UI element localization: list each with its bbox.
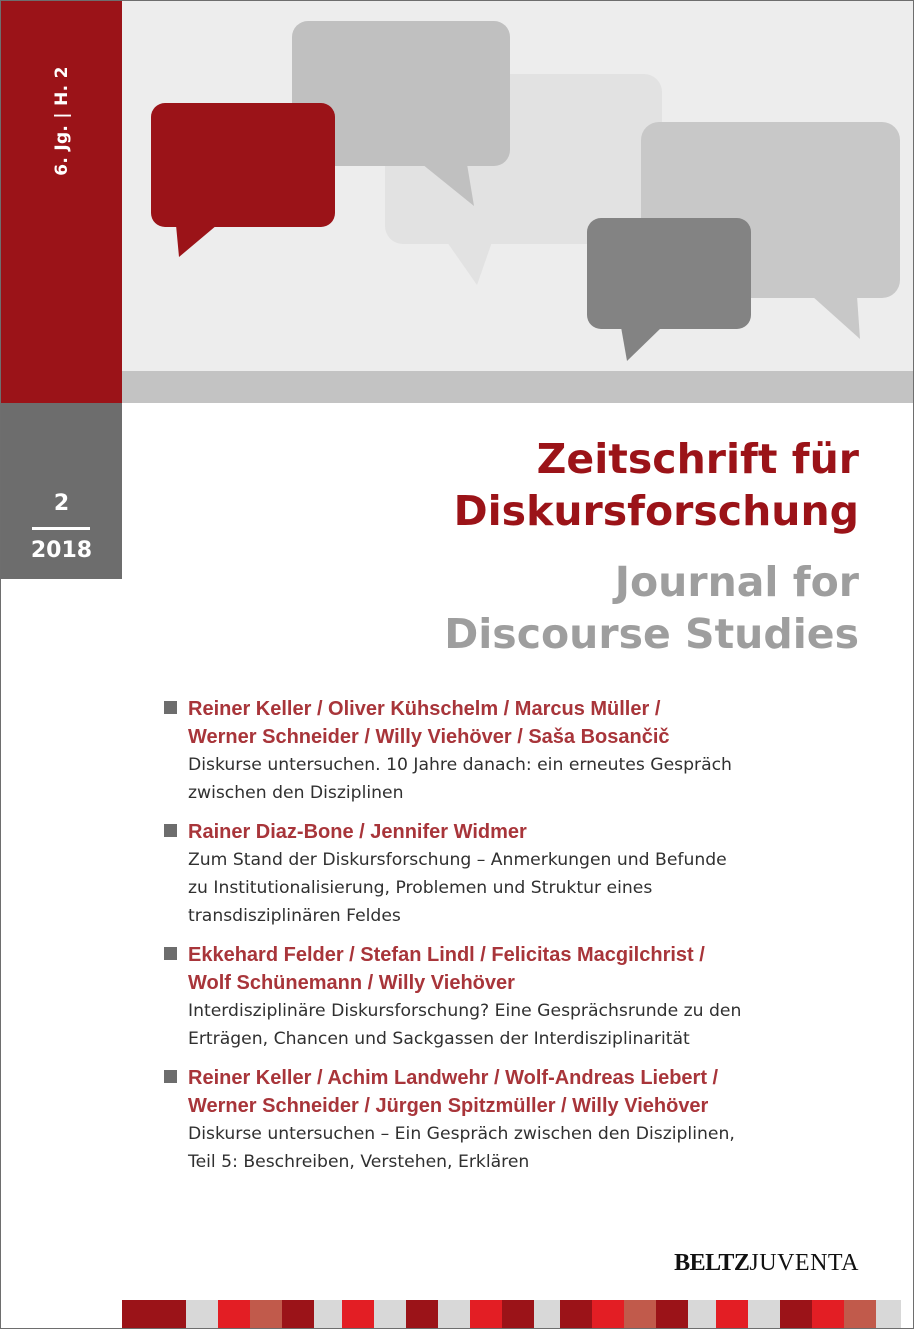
entry-title (188, 1120, 884, 1176)
bottom-color-pattern (122, 1300, 913, 1328)
title-de-line-2: Diskursforschung (453, 487, 859, 535)
publisher-logo (674, 1250, 859, 1277)
entry-title (188, 751, 884, 807)
entry-authors (188, 941, 884, 997)
title-line: Diskurse untersuchen. 10 Jahre danach: ein erneutes Gespräch (188, 755, 732, 775)
square-bullet-icon (164, 947, 177, 960)
square-bullet-icon (164, 824, 177, 837)
entry-title (188, 997, 884, 1053)
spine-red-strip (1, 1, 122, 403)
journal-title-english (444, 556, 859, 660)
title-line: Teil 5: Beschreiben, Verstehen, Erklären (188, 1152, 530, 1172)
speech-bubble-dark-icon (587, 218, 751, 361)
square-bullet-icon (164, 1070, 177, 1083)
title-line: Zum Stand der Diskursforschung – Anmerkungen und Befunde (188, 850, 727, 870)
title-line: transdisziplinären Feldes (188, 906, 401, 926)
issue-box (1, 403, 122, 579)
contents-entry (164, 818, 884, 930)
title-en-line-2: Discourse Studies (444, 610, 859, 658)
author-line: Werner Schneider / Jürgen Spitzmüller / Willy Viehöver (188, 1095, 709, 1117)
volume-issue-text: 6. Jg. | H. 2 (52, 66, 72, 176)
journal-title-german (454, 433, 859, 537)
issue-number: 2 (53, 491, 70, 516)
contents-entry (164, 1064, 884, 1176)
entry-authors (188, 1064, 884, 1120)
publisher-name-part1: BELTZ (674, 1250, 750, 1276)
contents-entry (164, 941, 884, 1053)
publisher-name-part2: JUVENTA (749, 1250, 859, 1276)
speech-bubble-red-icon (151, 103, 335, 257)
entry-authors (188, 818, 884, 846)
entry-authors (188, 695, 884, 751)
author-line: Reiner Keller / Oliver Kühschelm / Marcus Müller / (188, 698, 661, 720)
author-line: Werner Schneider / Willy Viehöver / Saša Bosančič (188, 726, 670, 748)
issue-year: 2018 (30, 538, 93, 563)
contents-entry (164, 695, 884, 807)
title-line: zu Institutionalisierung, Problemen und Struktur eines (188, 878, 653, 898)
author-line: Wolf Schünemann / Willy Viehöver (188, 972, 515, 994)
speech-bubbles-icon (122, 1, 913, 371)
title-line: Interdisziplinäre Diskursforschung? Eine Gesprächsrunde zu den (188, 1001, 742, 1021)
title-line: Diskurse untersuchen – Ein Gespräch zwischen den Disziplinen, (188, 1124, 735, 1144)
table-of-contents (164, 695, 884, 1187)
header-grey-band (122, 371, 913, 403)
entry-title (188, 846, 884, 930)
title-line: Erträgen, Chancen und Sackgassen der Interdisziplinarität (188, 1029, 690, 1049)
title-de-line-1: Zeitschrift für (536, 435, 859, 483)
issue-divider (32, 527, 90, 530)
title-en-line-1: Journal for (614, 558, 859, 606)
square-bullet-icon (164, 701, 177, 714)
author-line: Ekkehard Felder / Stefan Lindl / Felicitas Macgilchrist / (188, 944, 705, 966)
author-line: Reiner Keller / Achim Landwehr / Wolf-Andreas Liebert / (188, 1067, 719, 1089)
author-line: Rainer Diaz-Bone / Jennifer Widmer (188, 821, 527, 843)
title-line: zwischen den Disziplinen (188, 783, 404, 803)
